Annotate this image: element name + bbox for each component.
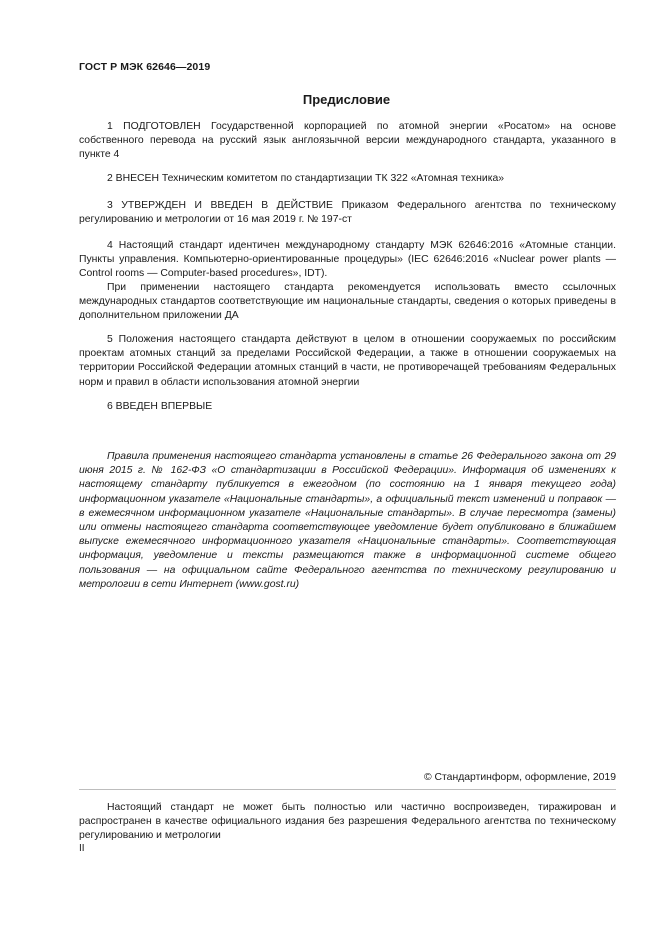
preface-item-2: 2 ВНЕСЕН Техническим комитетом по стандартизации ТК 322 «Атомная техника»: [107, 173, 505, 184]
page-title: Предисловие: [302, 92, 391, 107]
preface-item-4: 4 Настоящий стандарт идентичен международному стандарту МЭК 62646:2016 «Атомные станции. Пункты управления. Компьютерно-ориентированные процедуры» (IEC 62646:2016 «Nuclear power plants — Control rooms — Computer-based procedures», IDT).: [79, 240, 616, 280]
copyright-line: © Стандартинформ, оформление, 2019: [423, 772, 616, 783]
preface-item-5: 5 Положения настоящего стандарта действуют в целом в отношении сооружаемых по российским проектам атомных станций за пределами Российской Федерации, а также в отношении сооружаемых на территории Российской Федерации атомных станций в части, не противоречащей требованиям Федеральных норм и правил в области использования атомной энергии: [79, 334, 616, 388]
divider: [79, 789, 616, 790]
preface-item-4-note: При применении настоящего стандарта рекомендуется использовать вместо ссылочных международных стандартов соответствующие им национальные стандарты, сведения о которых приведены в дополнительном приложении ДА: [79, 282, 616, 322]
page-number: II: [79, 843, 85, 854]
preface-item-6: 6 ВВЕДЕН ВПЕРВЫЕ: [107, 401, 213, 412]
reproduction-notice: Настоящий стандарт не может быть полностью или частично воспроизведен, тиражирован и распространен в качестве официального издания без разрешения Федерального агентства по техническому регулированию и метрологии: [79, 802, 616, 842]
preface-item-3: 3 УТВЕРЖДЕН И ВВЕДЕН В ДЕЙСТВИЕ Приказом Федерального агентства по техническому регулированию и метрологии от 16 мая 2019 г. № 197-ст: [79, 200, 616, 226]
application-rules-notice: Правила применения настоящего стандарта установлены в статье 26 Федерального закона от 29 июня 2015 г. № 162-ФЗ «О стандартизации в Российской Федерации». Информация об изменениях к настоящему стандарту публикуется в ежегодном (по состоянию на 1 января текущего года) информационном указателе «Национальные стандарты», а официальный текст изменений и поправок — в ежемесячном информационном указателе «Национальные стандарты». В случае пересмотра (замены) или отмены настоящего стандарта соответствующее уведомление будет опубликовано в ближайшем выпуске ежемесячного информационного указателя «Национальные стандарты». Соответствующая информация, уведомление и тексты размещаются также в информационной системе общего пользования — на официальном сайте Федерального агентства по техническому регулированию и метрологии в сети Интернет (www.gost.ru): [79, 451, 616, 590]
document-header: ГОСТ Р МЭК 62646—2019: [79, 61, 211, 73]
preface-item-1: 1 ПОДГОТОВЛЕН Государственной корпорацией по атомной энергии «Росатом» на основе собственного перевода на русский язык англоязычной версии международного стандарта, указанного в пункте 4: [79, 121, 616, 161]
